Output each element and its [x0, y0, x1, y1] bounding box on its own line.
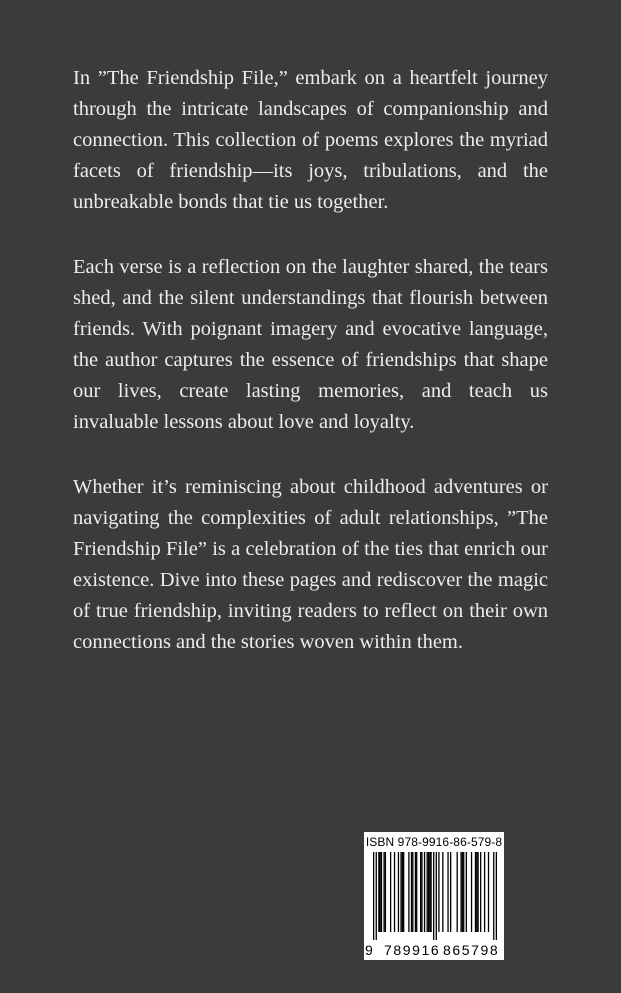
barcode-bar [450, 852, 451, 932]
blurb-paragraph-3: Whether it’s reminiscing about childhood adventures or navigating the complexities of adult relationships, ”The Friendship File” is a celebration of the ties that enrich our existence. Dive into these pages and rediscover the magic of true friendship, inviting readers to reflect on their own connections and the stories woven within them. [73, 476, 548, 653]
barcode-bar [408, 852, 409, 932]
barcode-bar [428, 852, 429, 932]
barcode-bar [457, 852, 458, 932]
back-cover-blurb [73, 63, 548, 658]
barcode-bar [463, 852, 464, 932]
barcode-bar [411, 852, 412, 932]
barcode-bar [442, 852, 443, 932]
barcode-bars [373, 852, 497, 940]
barcode-bar [421, 852, 422, 932]
barcode-bar [390, 852, 391, 932]
barcode-bar [420, 852, 421, 932]
barcode-bar [394, 852, 395, 932]
barcode-bar [380, 852, 381, 932]
barcode-bar [488, 852, 489, 932]
barcode-bar [412, 852, 413, 932]
barcode-bar [427, 852, 428, 932]
barcode-bar [415, 852, 416, 932]
barcode-bar [466, 852, 467, 932]
barcode-bar [402, 852, 403, 932]
blurb-paragraph-2: Each verse is a reflection on the laughter shared, the tears shed, and the silent understandings that flourish between friends. With poignant imagery and evocative language, the author captures the essence of friendships that shape our lives, create lasting memories, and teach us invaluable lessons about love and loyalty. [73, 256, 548, 433]
barcode-bar [378, 852, 379, 932]
barcode-guard-bar [373, 852, 374, 940]
barcode-bar [475, 852, 476, 932]
ean-left-group: 789916 [384, 942, 441, 958]
barcode-bar [471, 852, 472, 932]
barcode-bar [480, 852, 481, 932]
isbn-label: ISBN 978-9916-86-579-8 [365, 835, 503, 849]
barcode-bar [429, 852, 430, 932]
barcode-bar [462, 852, 463, 932]
barcode-bar [403, 852, 404, 932]
barcode-bar [424, 852, 425, 932]
barcode-bar [438, 852, 439, 932]
barcode-bar [460, 852, 461, 932]
blurb-paragraph-1: In ”The Friendship File,” embark on a heartfelt journey through the intricate landscapes of companionship and connection. This collection of poems explores the myriad facets of friendship—its joys, tribulations, and the unbreakable bonds that tie us together. [73, 67, 548, 213]
barcode-guard-bar [436, 852, 437, 940]
barcode-bar [477, 852, 478, 932]
barcode-bar [383, 852, 384, 932]
barcode-bar [447, 852, 448, 932]
barcode-bar [398, 852, 399, 932]
barcode-guard-bar [493, 852, 494, 940]
barcode-bar [416, 852, 417, 932]
barcode-bar [385, 852, 386, 932]
barcode-bar [400, 852, 401, 932]
barcode-guard-bar [376, 852, 377, 940]
barcode-guard-bar [496, 852, 497, 940]
ean-first-digit: 9 [365, 942, 373, 958]
isbn-barcode [364, 832, 504, 960]
barcode-bar [430, 852, 431, 932]
barcode-bar [476, 852, 477, 932]
barcode-bar [381, 852, 382, 932]
barcode-guard-bar [433, 852, 434, 940]
ean-right-group: 865798 [443, 942, 500, 958]
barcode-bar [484, 852, 485, 932]
